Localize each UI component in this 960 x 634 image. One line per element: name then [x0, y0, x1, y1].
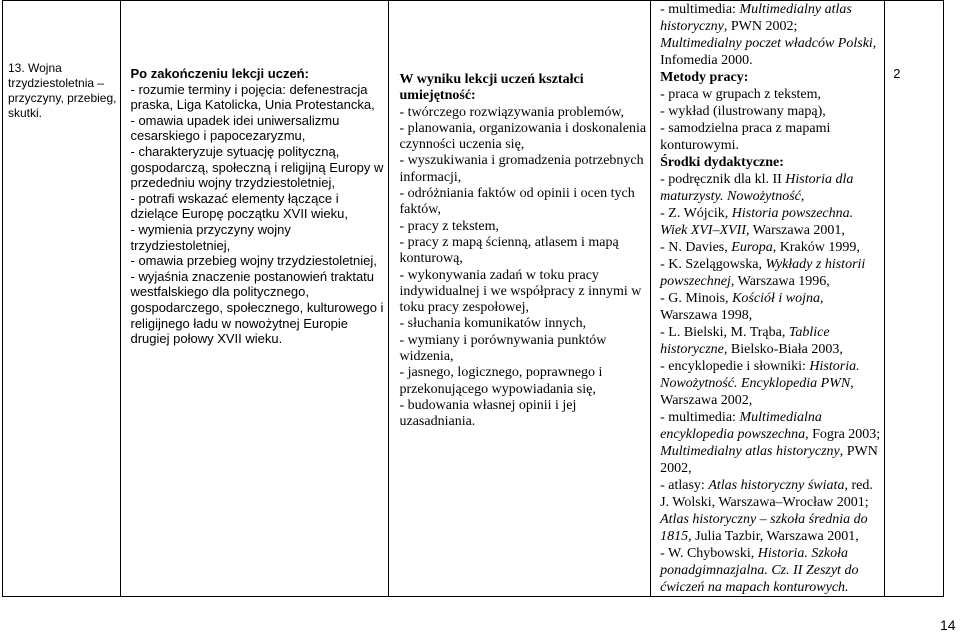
- text-line: przededniu wojny trzydziestoletniej,: [130, 175, 335, 191]
- text-line: - jasnego, logicznego, poprawnego i: [399, 365, 603, 381]
- text-segment: ,: [850, 376, 854, 391]
- text-line: uzasadniania.: [399, 414, 476, 430]
- text-line: [660, 171, 880, 188]
- text-line: cesarskiego i papocezaryzmu,: [130, 128, 306, 144]
- text-line: westfalskiego dla politycznego,: [130, 284, 309, 300]
- text-line: [660, 188, 880, 205]
- text-line: - budowania własnej opinii i jej: [399, 397, 577, 413]
- text-line: [660, 511, 880, 528]
- text-line: [660, 103, 880, 120]
- text-line: [660, 273, 880, 290]
- text-line: [660, 460, 880, 477]
- text-line: - słuchania komunikatów innych,: [399, 316, 587, 332]
- text-line: [660, 341, 880, 358]
- text-segment: , Julia Tazbir, Warszawa 2001,: [688, 529, 859, 544]
- text-segment: Środki dydaktyczne:: [660, 155, 784, 170]
- text-segment: ,: [800, 189, 805, 204]
- text-line: [660, 358, 880, 375]
- text-segment: Multimedialny atlas historyczny: [660, 444, 840, 459]
- text-line: - wyjaśnia znaczenie postanowień traktatu: [130, 268, 375, 284]
- text-line: konturową,: [399, 251, 463, 267]
- text-segment: Wiek XVI–XVII: [660, 223, 747, 238]
- text-line: [660, 137, 880, 154]
- text-line: W wyniku lekcji uczeń kształci: [399, 72, 584, 87]
- text-line: [660, 18, 880, 35]
- text-line: [660, 494, 880, 511]
- text-segment: - podręcznik dla kl. II: [660, 172, 786, 187]
- text-line: przyczyny, przebieg,: [8, 91, 117, 105]
- text-segment: Historia dla: [785, 172, 854, 187]
- text-segment: Multimedialny atlas: [739, 2, 852, 17]
- text-line: przekonującego wypowiadania się,: [399, 381, 596, 397]
- text-segment: - N. Davies,: [660, 240, 732, 255]
- text-segment: historyczny: [660, 19, 724, 34]
- text-segment: - atlasy:: [660, 478, 709, 493]
- text-line: - omawia upadek idei uniwersalizmu: [130, 112, 340, 128]
- text-segment: Warszawa 2002,: [660, 393, 753, 408]
- page-number: 14: [940, 617, 956, 633]
- text-segment: ćwiczeń na mapach konturowych.: [660, 580, 849, 595]
- text-segment: , Warszawa 1996,: [730, 274, 830, 289]
- text-segment: Atlas historyczny świata: [708, 478, 845, 493]
- text-line: religijnego ładu w nowożytnej Europie: [130, 315, 349, 331]
- text-line: - potrafi wskazać elementy łączące i: [130, 190, 339, 206]
- text-line: [660, 392, 880, 409]
- text-line: [660, 562, 880, 579]
- text-line: [660, 205, 880, 222]
- text-segment: ,: [872, 36, 877, 51]
- text-segment: 1815: [660, 529, 689, 544]
- methods-resources-text: [651, 1, 884, 596]
- text-segment: - W. Chybowski,: [660, 546, 758, 561]
- text-line: gospodarczego, społecznego, kulturowego i: [130, 299, 384, 315]
- text-line: [660, 426, 880, 443]
- text-line: widzenia,: [399, 349, 454, 365]
- text-line: skutki.: [8, 106, 43, 120]
- text-line: [660, 120, 880, 137]
- text-line: - charakteryzuje sytuację polityczną,: [130, 143, 340, 159]
- text-segment: , Bielsko-Biała 2003,: [723, 342, 843, 357]
- text-line: [660, 86, 880, 103]
- text-segment: - wykład (ilustrowany mapą),: [660, 104, 826, 119]
- text-segment: Kościół i wojna: [732, 291, 820, 306]
- text-line: - wyszukiwania i gromadzenia potrzebnych: [399, 153, 644, 169]
- text-segment: , Kraków 1999,: [772, 240, 860, 255]
- text-segment: Nowożytność. Encyklopedia PWN: [660, 376, 851, 391]
- text-line: [660, 477, 880, 494]
- text-line: [660, 1, 880, 18]
- text-line: 13. Wojna: [8, 61, 62, 75]
- text-line: [660, 35, 880, 52]
- text-line: czynności uczenia się,: [399, 137, 525, 153]
- text-segment: 2002,: [660, 461, 692, 476]
- text-segment: Historia powszechna.: [731, 206, 854, 221]
- text-segment: historyczne: [660, 342, 724, 357]
- text-line: - rozumie terminy i pojęcia: defenestracja: [130, 81, 368, 97]
- text-segment: - multimedia:: [660, 2, 740, 17]
- text-line: - wykonywania zadań w toku pracy: [399, 267, 599, 283]
- text-line: - twórczego rozwiązywania problemów,: [399, 104, 625, 120]
- text-line: gospodarczą, społeczną i religijną Europy w: [130, 159, 384, 175]
- text-segment: Atlas historyczny – szkoła średnia do: [660, 512, 868, 527]
- text-line: trzydziestoletniej,: [130, 237, 231, 253]
- text-segment: Metody pracy:: [660, 70, 749, 85]
- text-line: informacji,: [399, 169, 462, 185]
- text-line: [660, 239, 880, 256]
- text-segment: Wykłady z historii: [765, 257, 866, 272]
- skills-text: [389, 1, 651, 431]
- text-segment: Tablice: [788, 325, 830, 340]
- text-segment: encyklopedia powszechna: [660, 427, 806, 442]
- text-line: [660, 290, 880, 307]
- text-segment: J. Wolski, Warszawa–Wrocław 2001;: [660, 495, 869, 510]
- text-segment: konturowymi.: [660, 138, 740, 153]
- text-line: [660, 69, 880, 86]
- text-segment: Europa: [731, 240, 773, 255]
- text-segment: maturzysty. Nowożytność: [660, 189, 801, 204]
- topic-text: [3, 1, 120, 121]
- text-segment: - multimedia:: [660, 410, 740, 425]
- text-segment: , Warszawa 2001,: [746, 223, 845, 238]
- text-line: dzielące Europę początku XVII wieku,: [130, 206, 349, 222]
- text-line: indywidualnej i we współpracy z innymi w: [399, 283, 642, 299]
- text-line: praska, Liga Katolicka, Unia Protestancka,: [130, 97, 375, 113]
- text-segment: ,: [819, 291, 824, 306]
- text-segment: - Z. Wójcik,: [660, 206, 732, 221]
- text-segment: - samodzielna praca z mapami: [660, 121, 831, 136]
- text-line: - planowania, organizowania i doskonalenia: [399, 120, 647, 136]
- text-segment: Historia. Szkoła: [757, 546, 848, 561]
- text-line: [660, 307, 880, 324]
- text-line: [660, 528, 880, 545]
- text-line: toku pracy zespołowej,: [399, 300, 529, 316]
- text-segment: - K. Szelągowska,: [660, 257, 766, 272]
- text-line: - wymienia przyczyny wojny: [130, 221, 291, 237]
- objectives-cell: [120, 1, 388, 597]
- text-segment: - G. Minois,: [660, 291, 733, 306]
- text-segment: ponadgimnazjalna. Cz. II Zeszyt do: [660, 563, 859, 578]
- text-segment: Historia.: [809, 359, 860, 374]
- text-segment: , Fogra 2003;: [805, 427, 881, 442]
- text-segment: , red.: [844, 478, 873, 493]
- lesson-plan-table: [2, 0, 944, 597]
- text-line: [660, 222, 880, 239]
- text-line: Po zakończeniu lekcji uczeń:: [130, 66, 309, 81]
- text-line: - omawia przebieg wojny trzydziestoletniej,: [130, 253, 377, 269]
- text-line: [660, 324, 880, 341]
- text-line: [660, 154, 880, 171]
- text-line: [660, 545, 880, 562]
- text-line: [660, 409, 880, 426]
- text-segment: Multimedialny poczet władców Polski: [660, 36, 873, 51]
- text-line: trzydziestoletnia –: [8, 76, 105, 90]
- text-line: faktów,: [399, 202, 441, 218]
- text-segment: - praca w grupach z tekstem,: [660, 87, 822, 102]
- methods-resources-cell: [651, 1, 885, 597]
- text-line: drugiej połowy XVII wieku.: [130, 331, 283, 347]
- text-segment: powszechnej: [660, 274, 731, 289]
- text-line: - pracy z mapą ścienną, atlasem i mapą: [399, 234, 619, 250]
- text-line: [660, 52, 880, 69]
- text-segment: Multimedialna: [739, 410, 822, 425]
- text-line: [660, 443, 880, 460]
- skills-cell: [388, 1, 651, 597]
- text-line: [660, 375, 880, 392]
- text-line: - wymiany i porównywania punktów: [399, 332, 607, 348]
- hours-cell: [885, 1, 944, 597]
- text-segment: - encyklopedie i słowniki:: [660, 359, 810, 374]
- table-row: [3, 1, 944, 597]
- text-segment: Warszawa 1998,: [660, 308, 753, 323]
- text-segment: Infomedia 2000.: [660, 53, 753, 68]
- text-segment: , PWN 2002;: [723, 19, 798, 34]
- text-line: [660, 579, 880, 596]
- topic-cell: [3, 1, 121, 597]
- text-line: - odróżniania faktów od opinii i ocen tych: [399, 186, 635, 202]
- text-segment: , PWN: [839, 444, 878, 459]
- text-line: - pracy z tekstem,: [399, 218, 500, 234]
- text-line: [660, 256, 880, 273]
- text-line: umiejętność:: [399, 88, 476, 104]
- hours-count: 2: [893, 66, 901, 81]
- text-segment: - L. Bielski, M. Trąba,: [660, 325, 789, 340]
- objectives-text: [121, 1, 388, 347]
